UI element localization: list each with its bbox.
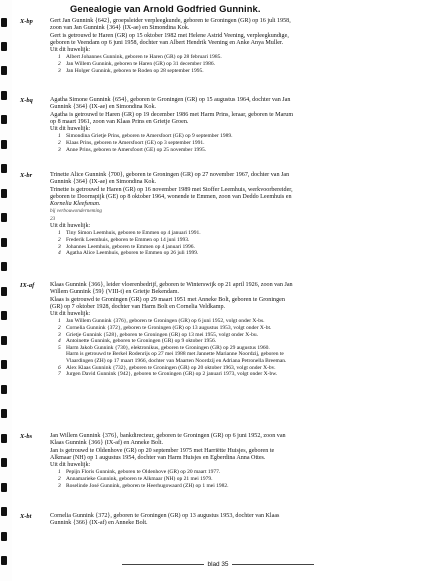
entry-line: Kornelia Kleefsman. [50,201,101,208]
entry-line: Gert is getrouwd te Haren (GR) op 15 oktober 1982 met Helene Astrid Veening, verpleegkundige, [50,32,289,39]
entry-line: Willem Gunnink {59} (VIII-t) en Grietje Bekendam. [50,289,179,296]
document-page [18,0,421,581]
binding-hole [1,238,7,247]
child-item: 6 Alex Klaas Gunnink {732}, geboren te Groningen (GR) op 20 oktober 1963, volgt onder X-bv. [58,364,276,371]
footer-rule [122,564,204,565]
entry-code: X-bp [20,18,33,25]
entry-line: (GR) op 7 oktober 1928, dochter van Harm Bolt en Cornelia Veldkamp. [50,303,226,310]
binding-hole [1,311,7,320]
page-title: Genealogie van Arnold Godfried Gunnink. [70,3,261,14]
entry-line: Uit dit huwelijk: [50,126,91,133]
entry-line: Uit dit huwelijk: [50,462,91,469]
entry-code: X-bt [20,513,32,520]
entry-line: Agatha Simone Gunnink {654}, geboren te Groningen (GR) op 15 augustus 1964, dochter van Jan [50,97,291,103]
child-item: 3 Roselinde José Gunnink, geboren te Heerhugowaard (ZH) op 1 mei 1982. [58,482,229,489]
genealogy-entry [18,18,418,74]
entry-code: X-bs [20,433,33,440]
child-item: 3 Jan Holger Gunnink, geboren te Roden op 28 september 1995. [58,67,204,74]
genealogy-entry [18,433,418,489]
binding-hole [1,189,7,198]
binding-hole [1,42,7,51]
child-item: 2 Annamarieke Gunnink, geboren te Alkmaar (NH) op 21 mei 1979. [58,476,213,483]
child-item: 1 Pepijn Floris Gunnink, geboren te Oldenhove (GR) op 20 maart 1977. [58,469,221,476]
binding-hole [1,91,7,100]
binding-hole [1,483,7,492]
genealogy-entry [18,97,418,153]
child-marriage-line: Vlaardingen (ZH) op 17 maart 1966, dochter van Maarten Noordzij en Adriana Petronella Breeman. [66,358,287,365]
entry-line: Gunnink {366} (IX-af) en Anneke Bolt. [50,520,148,527]
entry-line: Cornelia Gunnink {372}, geboren te Groningen (GR) op 13 augustus 1953, dochter van Klaas [50,513,280,519]
entry-line: Uit dit huwelijk: [50,47,91,54]
child-item: 2 Klaas Prins, geboren te Amersfoort (GE) op 3 september 1991. [58,140,205,147]
entry-line: geboren te Veendam op 6 juni 1958, dochter van Albert Hendrik Veening en Anke Anya Muller. [50,39,284,46]
entry-line: Klaas Gunnink {366}, leider vloerenbedrijf, geboren te Winterswijk op 21 april 1926, zoon van Jan [50,282,293,288]
binding-hole [1,385,7,394]
entry-code: IX-af [20,282,35,289]
binding-hole [1,213,7,222]
entry-line: Gunnink {364} (IX-ae) en Simondina Kok. [50,179,157,186]
handwritten-note: bij verbouwonderneming [50,208,103,215]
entry-code: X-bq [20,97,33,104]
binding-hole [1,507,7,516]
child-item: 4 Antoinette Gunnink, geboren te Groningen (GR) op 9 oktober 1956. [58,338,217,345]
binding-hole [1,532,7,541]
entry-line: Agatha is getrouwd te Haren (GR) op 19 december 1986 met Harm Prins, leraar, geboren te Marum [50,111,294,118]
binding-edge [0,0,12,581]
child-marriage-line: Harm is getrouwd te Berkel Rodenrijs op 27 mei 1988 met Jannette Marianne Noordzij, geboren te [66,351,284,358]
binding-hole [1,336,7,345]
child-item: 4 Agatha Alice Leemhuis, geboren te Emmen op 26 juli 1999. [58,250,199,257]
child-item: 3 Anne Prins, geboren te Amersfoort (GE) op 25 november 1995. [58,146,207,153]
binding-hole [1,287,7,296]
page-footer [18,561,418,568]
child-item: 5 Harm Jakob Gunnink {730}, elektronikus, geboren te Groningen (GR) op 29 augustus 1960. [58,344,270,351]
entry-line: Jan is getrouwd te Oldenhove (GR) op 20 september 1975 met Harriëtte Huisjes, geboren te [50,447,275,454]
entry-line: geboren te Doornspijk (GE) op 8 oktober 1964, wonende te Emmen, zoon van Deddo Leemhuis en [50,193,292,200]
genealogy-entry [18,513,418,528]
binding-hole [1,164,7,173]
binding-hole [1,458,7,467]
binding-hole [1,409,7,418]
binding-hole [1,434,7,443]
entry-line: Trinette Alice Gunnink {700}, geboren te Groningen (GR) op 27 november 1967, dochter van Jan [50,172,290,178]
child-item: 1 Tiny Simon Leemhuis, geboren te Emmen op 4 januari 1991. [58,230,201,237]
child-item: 3 Johannes Leemhuis, geboren te Emmen op 4 januari 1996. [58,243,195,250]
footer-rule [232,564,314,565]
entry-line: Alkmaar (NH) op 1 augustus 1954, dochter van Harm Huisjes en Egberdina Anna Ottes. [50,454,266,461]
binding-hole [1,18,7,27]
entry-line: Gunnink {364} (IX-ae) en Simondina Kok. [50,104,157,111]
child-item: 2 Jan Willem Gunnink, geboren te Haren (GR) op 31 december 1986. [58,61,216,68]
entry-code: X-br [20,172,33,179]
entry-line: Gert Jan Gunnink {642}, groepsleider verpleegkunde, geboren te Groningen (GR) op 16 juli 1958, [50,18,291,24]
binding-hole [1,66,7,75]
child-item: 1 Jan Willem Gunnink {376}, geboren te Groningen (GR) op 6 juni 1952, volgt onder X-bs. [58,318,265,325]
entry-line: Klaas Gunnink {366} (IX-af) en Anneke Bolt. [50,440,163,447]
binding-hole [1,115,7,124]
entry-line: Uit dit huwelijk: [50,311,91,318]
child-item: 7 Jurgen David Gunnink {942}, geboren te Groningen (GR) op 2 januari 1973, volgt onder X-bw. [58,371,278,378]
handwritten-note: 23 [50,215,56,222]
genealogy-entry [18,172,418,257]
page-number: blad 35 [207,561,229,568]
child-item: 2 Cornelia Gunnink {372}, geboren te Groningen (GR) op 13 augustus 1953, volgt onder X-bt. [58,325,272,332]
entry-line: zoon van Jan Gunnink {364} (IX-ae) en Simondina Kok. [50,25,190,32]
entry-line: Uit dit huwelijk: [50,223,91,230]
child-item: 3 Grietje Gunnink {528}, geboren te Groningen (GR) op 13 mei 1955, volgt onder X-bu. [58,331,258,338]
child-item: 1 Albert Johannes Gunnink, geboren te Haren (GR) op 28 februari 1985. [58,54,222,61]
child-item: 2 Frederik Leemhuis, geboren te Emmen op 14 juni 1993. [58,236,190,243]
binding-hole [1,262,7,271]
genealogy-entry [18,282,418,378]
binding-hole [1,140,7,149]
entry-line: op 8 maart 1961, zoon van Klaas Prins en Grietje Groen. [50,118,189,125]
entry-line: Jan Willem Gunnink {376}, bankdirecteur, geboren te Groningen (GR) op 6 juni 1952, zoon van [50,433,286,439]
binding-hole [1,556,7,565]
entry-line: Klaas is getrouwd te Groningen (GR) op 29 maart 1951 met Anneke Bolt, geboren te Groningen [50,296,285,303]
child-item: 1 Simondina Grietje Prins, geboren te Amersfoort (GE) op 9 september 1989. [58,133,233,140]
binding-hole [1,360,7,369]
entry-line: Trinette is getrouwd te Haren (GR) op 16 november 1989 met Stoffer Leemhuis, werkvoorbereider, [50,186,293,193]
